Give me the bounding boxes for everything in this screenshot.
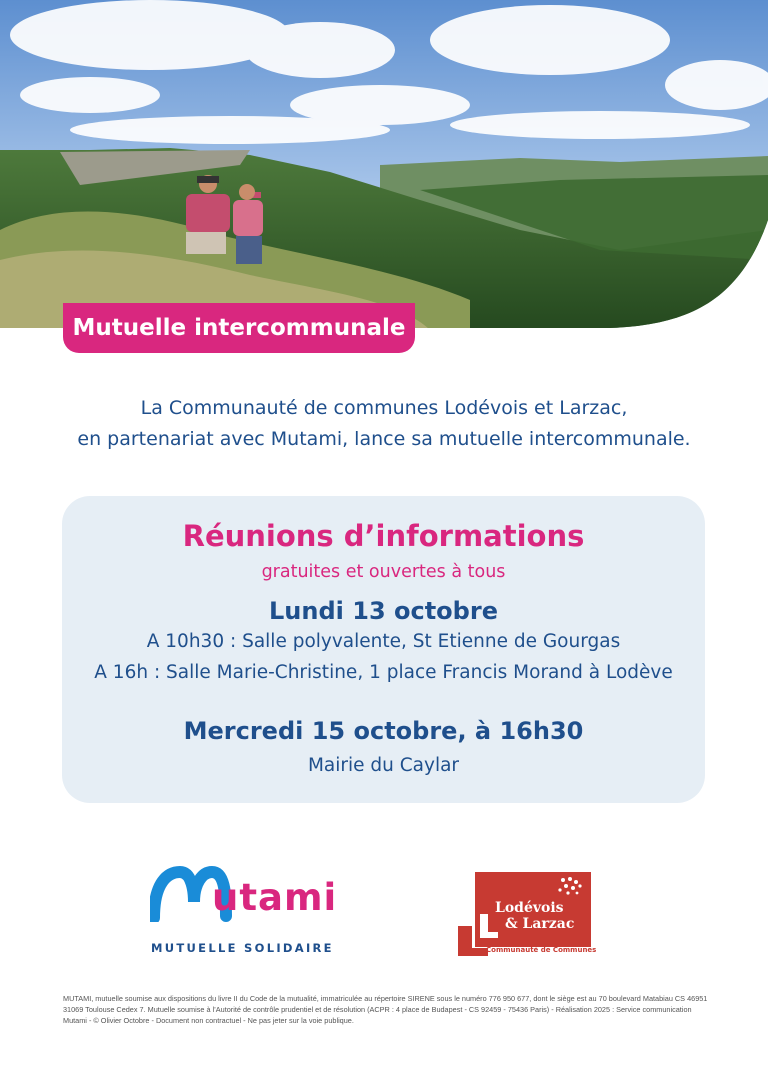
mutami-logo [150,862,360,957]
intro-line: en partenariat avec Mutami, lance sa mutuelle intercommunale. [77,428,691,450]
intro-line: La Communauté de communes Lodévois et Larzac, [140,397,628,419]
lodevois-larzac-logo [458,870,597,960]
logo-name-line: Lodévois [495,900,564,916]
meeting-date: Lundi 13 octobre [269,597,498,625]
intro-text [0,393,768,455]
panel-subtitle: gratuites et ouvertes à tous [261,562,506,582]
section-tag: Mutuelle intercommunale [63,303,415,353]
hero-photo [0,0,768,330]
meeting-date: Mercredi 15 octobre, à 16h30 [183,717,584,745]
legal-notice: MUTAMI, mutuelle soumise aux dispositions du livre II du Code de la mutualité, immatriculée au répertoire SIRENE sous le numéro 776 950 677, dont le siège est au 70 boulevard Matabiau CS 46951 31069 Toulouse Cedex 7. Mutuelle soumise à l’Autorité de contrôle prudentiel et de résolution (ACPR : 4 place de Budapest - CS 92459 - 75436 Paris) - Réalisation 2025 : Service communication Mutami - © Olivier Octobre - Document non contractuel - Ne pas jeter sur la voie publique. [63,994,708,1025]
logo-subtitle: Communauté de Communes [486,946,597,954]
meeting-session: A 10h30 : Salle polyvalente, St Etienne de Gourgas [146,631,621,652]
meeting-session: A 16h : Salle Marie-Christine, 1 place Francis Morand à Lodève [94,662,673,683]
mutami-tagline: MUTUELLE SOLIDAIRE [151,941,334,955]
meeting-location: Mairie du Caylar [307,755,460,776]
logo-name-line: & Larzac [505,916,575,932]
panel-title: Réunions d’informations [182,519,585,553]
info-panel [62,496,705,803]
mutami-wordmark: utami [212,876,338,919]
